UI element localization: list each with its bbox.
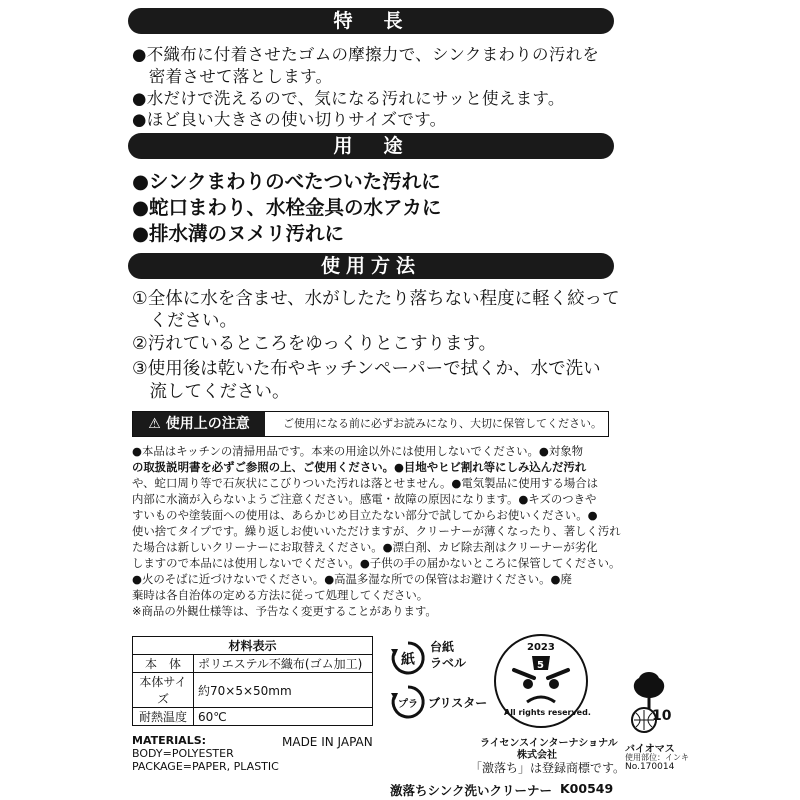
howto-line-5: 流してください。 — [132, 382, 290, 402]
caution-label: ⚠ 使用上の注意 — [133, 412, 265, 436]
uses-line-1: ●シンクまわりのべたついた汚れに — [132, 170, 441, 193]
caution-line-3: や、蛇口周り等で石灰状にこびりついた汚れは落とせません。●電気製品に使用する場合は — [132, 476, 599, 490]
caution-line-10: 棄時は各自治体の定める方法に従って処理してください。 — [132, 588, 429, 602]
product-code: K00549 — [560, 781, 614, 796]
howto-line-1: ①全体に水を含ませ、水がしたたり落ちない程度に軽く絞って — [132, 289, 620, 309]
paper-label-2: ラベル — [430, 656, 467, 670]
caution-line-9: ●火のそばに近づけないでください。●高温多湿な所での保管はお避けください。●廃 — [132, 572, 572, 586]
made-in-japan: MADE IN JAPAN — [282, 735, 373, 749]
paper-label: 台紙 — [430, 640, 455, 654]
features-line-1: ●不織布に付着させたゴムの摩擦力で、シンクまわりの汚れを — [132, 45, 600, 64]
biomass-label: バイオマス — [625, 744, 675, 755]
license-company: ライセンスインターナショナル — [480, 738, 618, 749]
caution-line-2: の取扱説明書を必ずご参照の上、ご使用ください。●目地やヒビ割れ等にしみ込んだ汚れ — [132, 460, 587, 474]
materials-key-body: 本 体 — [133, 655, 194, 673]
features-heading: 特 長 — [128, 8, 614, 34]
caution-note: ご使用になる前に必ずお読みになり、大切に保管してください。 — [283, 417, 602, 430]
materials-key-size: 本体サイズ — [133, 673, 194, 708]
caution-line-6: 使い捨てタイプです。繰り返しお使いいただけますが、クリーナーが薄くなったり、著しく汚れ — [132, 524, 621, 538]
materials-value-body: ポリエステル不織布(ゴム加工) — [194, 655, 373, 673]
biomass-number: 10 — [652, 708, 672, 724]
howto-line-2: ください。 — [132, 311, 237, 331]
features-line-4: ●ほど良い大きさの使い切りサイズです。 — [132, 110, 447, 129]
howto-line-4: ③使用後は乾いた布やキッチンペーパーで拭くか、水で洗い — [132, 359, 601, 379]
product-name: 激落ちシンク洗いクリーナー — [390, 783, 552, 798]
caution-line-7: た場合は新しいクリーナーにお取替えください。●漂白剤、カビ除去剤はクリーナーが劣化 — [132, 540, 598, 554]
materials-title: 材料表示 — [133, 637, 373, 655]
materials-key-heat: 耐熱温度 — [133, 708, 194, 726]
character-rights: All rights reserved. — [504, 708, 591, 717]
caution-line-5: すいものや塗装面への使用は、あらかじめ目立たない部分で試してからお使いください。● — [132, 508, 598, 522]
materials-value-size: 約70×5×50mm — [194, 673, 373, 708]
materials-english-1: MATERIALS: — [132, 734, 207, 747]
plastic-label: ブリスター — [428, 696, 488, 710]
caution-line-4: 内部に水滴が入らないようご注意ください。感電・故障の原因になります。●キズのつきや — [132, 492, 597, 506]
biomass-reg: No.170014 — [625, 762, 675, 772]
caution-line-1: ●本品はキッチンの清掃用品です。本来の用途以外には使用しないでください。●対象物 — [132, 444, 584, 458]
plastic-mark: プラ — [398, 699, 418, 710]
trademark-note: 「激落ち」は登録商標です。 — [470, 761, 626, 775]
howto-heading: 使用方法 — [128, 253, 614, 279]
plastic-recycle-icon — [390, 684, 426, 720]
uses-heading: 用 途 — [128, 133, 614, 159]
caution-line-8: しますので本品には使用しないでください。●子供の手の届かないところに保管してください。 — [132, 556, 621, 570]
paper-mark: 紙 — [401, 652, 415, 668]
features-line-2: 密着させて落とします。 — [132, 67, 333, 86]
materials-table — [132, 636, 373, 726]
license-company-2: 株式会社 — [517, 750, 557, 761]
caution-footnote: ※商品の外観仕様等は、予告なく変更することがあります。 — [132, 604, 437, 618]
materials-value-heat: 60℃ — [194, 708, 373, 726]
uses-line-3: ●排水溝のヌメリ汚れに — [132, 222, 345, 245]
howto-line-3: ②汚れているところをゆっくりとこすります。 — [132, 334, 497, 354]
character-number: 5 — [537, 660, 544, 671]
uses-line-2: ●蛇口まわり、水栓金具の水アカに — [132, 196, 442, 219]
character-year: 2023 — [527, 642, 555, 653]
features-line-3: ●水だけで洗えるので、気になる汚れにサッと使えます。 — [132, 89, 565, 108]
materials-english-2: BODY=POLYESTER — [132, 747, 234, 760]
caution-header — [132, 411, 609, 437]
biomass-part: 使用部位：インキ — [625, 753, 689, 762]
paper-recycle-icon — [390, 640, 426, 676]
materials-english-3: PACKAGE=PAPER, PLASTIC — [132, 760, 279, 773]
biomass-icon — [624, 668, 674, 736]
